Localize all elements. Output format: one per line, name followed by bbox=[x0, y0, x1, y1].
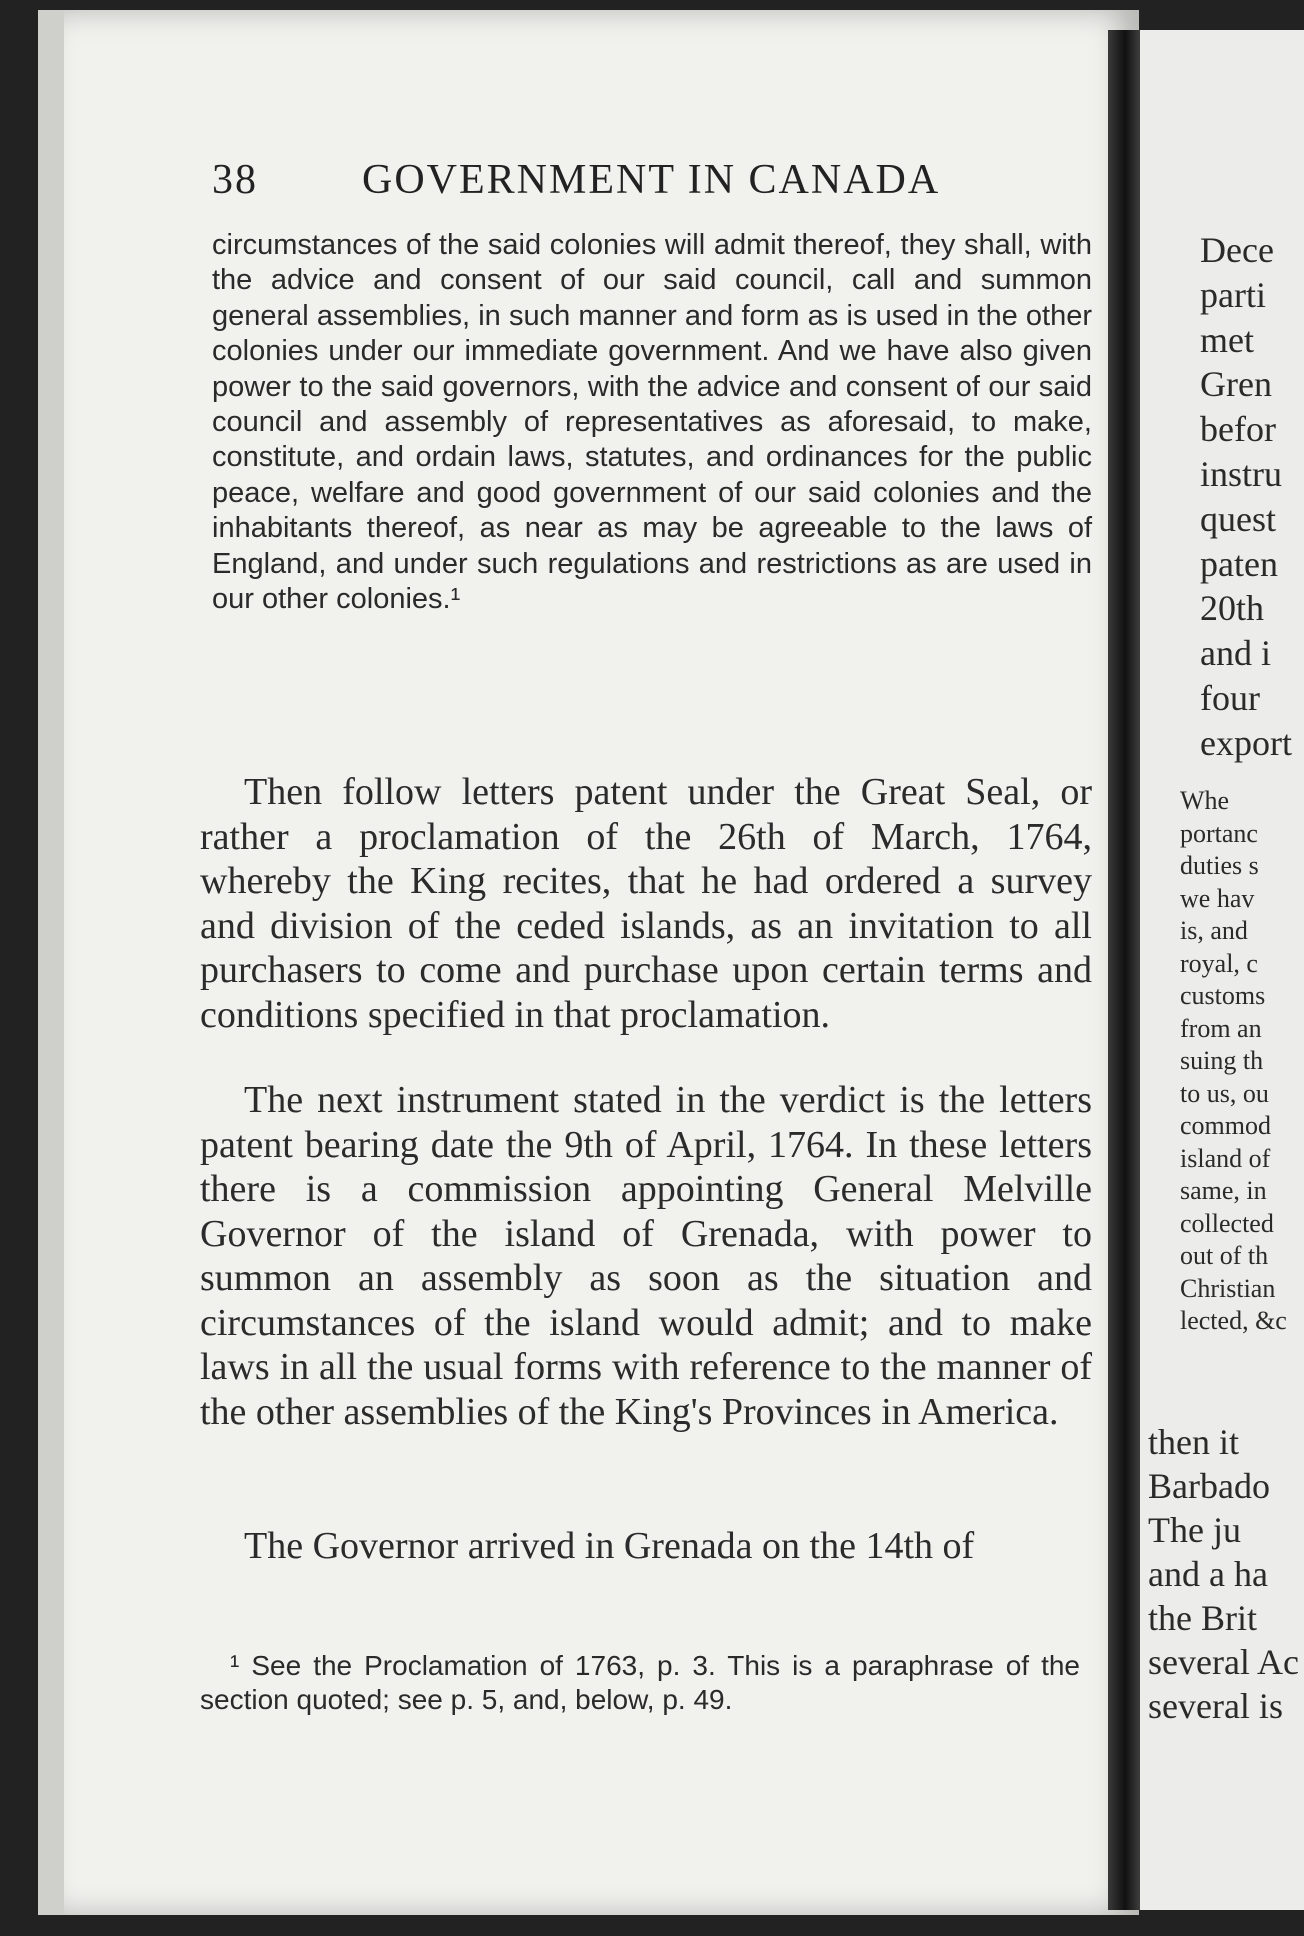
facing-line: paten bbox=[1200, 543, 1278, 584]
facing-line: Barbado bbox=[1148, 1466, 1270, 1506]
book-gutter bbox=[1108, 30, 1142, 1910]
running-title: GOVERNMENT IN CANADA bbox=[362, 157, 941, 203]
facing-line: then it bbox=[1148, 1422, 1239, 1462]
facing-line: the Brit bbox=[1148, 1598, 1257, 1638]
facing-line: suing th bbox=[1180, 1046, 1264, 1075]
facing-line: we hav bbox=[1180, 883, 1255, 913]
facing-line: Christian bbox=[1180, 1273, 1276, 1303]
facing-page-lower-text bbox=[1148, 1420, 1304, 1728]
facing-line: four bbox=[1200, 677, 1260, 718]
facing-line: collected bbox=[1180, 1208, 1274, 1238]
facing-line: and i bbox=[1200, 633, 1271, 674]
facing-line: and a ha bbox=[1148, 1554, 1268, 1594]
facing-page-upper-text bbox=[1200, 228, 1304, 766]
facing-line: 20th bbox=[1200, 588, 1265, 629]
facing-line: is, and bbox=[1180, 916, 1248, 945]
footnote: ¹ See the Proclamation of 1763, p. 3. This is a paraphrase of the section quoted; see p. 5, and, below, p. 49. bbox=[200, 1650, 1080, 1715]
facing-page-quoted-text bbox=[1180, 785, 1304, 1338]
facing-line: duties s bbox=[1180, 851, 1259, 880]
facing-line: island of bbox=[1180, 1143, 1271, 1173]
facing-line: lected, &c bbox=[1180, 1306, 1287, 1335]
facing-line: Gren bbox=[1200, 364, 1272, 405]
facing-line: portanc bbox=[1180, 818, 1258, 848]
facing-line: Dece bbox=[1200, 230, 1274, 270]
running-header bbox=[212, 150, 1112, 210]
facing-line: out of th bbox=[1180, 1241, 1269, 1270]
facing-line: same, in bbox=[1180, 1176, 1267, 1205]
facing-line: instru bbox=[1200, 453, 1283, 494]
facing-line: to us, ou bbox=[1180, 1078, 1269, 1108]
facing-line: several Ac bbox=[1148, 1642, 1299, 1682]
facing-line: parti bbox=[1200, 274, 1266, 315]
facing-line: several is bbox=[1148, 1686, 1283, 1726]
quoted-passage: circumstances of the said colonies will admit thereof, they shall, with the advice and consent of our said council, call and summon general assemblies, in such manner and form as is used in the other colonies under our immediate government. And we have also given power to the said governors, with the advice and consent of our said council and assembly of representatives as aforesaid, to make, constitute, and ordain laws, statutes, and ordinances for the public peace, welfare and good government of our said colonies and the inhabitants thereof, as near as may be agreeable to the laws of England, and under such regulations and restrictions as are used in our other colonies.¹ bbox=[212, 229, 1092, 616]
body-paragraph: The next instrument stated in the verdict is the letters patent bearing date the 9th of April, 1764. In these letters there is a commission appointing General Melville Governor of the island of Grenada, with power to summon an assembly as soon as the situation and circumstances of the island would admit; and to make laws in all the usual forms with reference to the manner of the other assemblies of the King's Provinces in America. bbox=[200, 1079, 1092, 1433]
body-paragraph: Then follow letters patent under the Great Seal, or rather a proclamation of the 26th of March, 1764, whereby the King recites, that he had ordered a survey and division of the ceded islands, as an invitation to all purchasers to come and purchase upon certain terms and conditions specified in that proclamation. bbox=[200, 771, 1092, 1036]
page-number: 38 bbox=[212, 157, 258, 203]
facing-line: befor bbox=[1200, 409, 1276, 450]
facing-line: royal, c bbox=[1180, 948, 1258, 978]
facing-line: from an bbox=[1180, 1013, 1262, 1043]
facing-line: met bbox=[1200, 319, 1254, 360]
body-paragraph: The Governor arrived in Grenada on the 14th of bbox=[244, 1525, 975, 1567]
facing-line: commod bbox=[1180, 1111, 1271, 1140]
facing-line: export bbox=[1200, 722, 1292, 763]
facing-line: quest bbox=[1200, 498, 1276, 539]
facing-line: customs bbox=[1180, 981, 1266, 1010]
facing-line: The ju bbox=[1148, 1510, 1241, 1550]
facing-line: Whe bbox=[1180, 786, 1230, 815]
